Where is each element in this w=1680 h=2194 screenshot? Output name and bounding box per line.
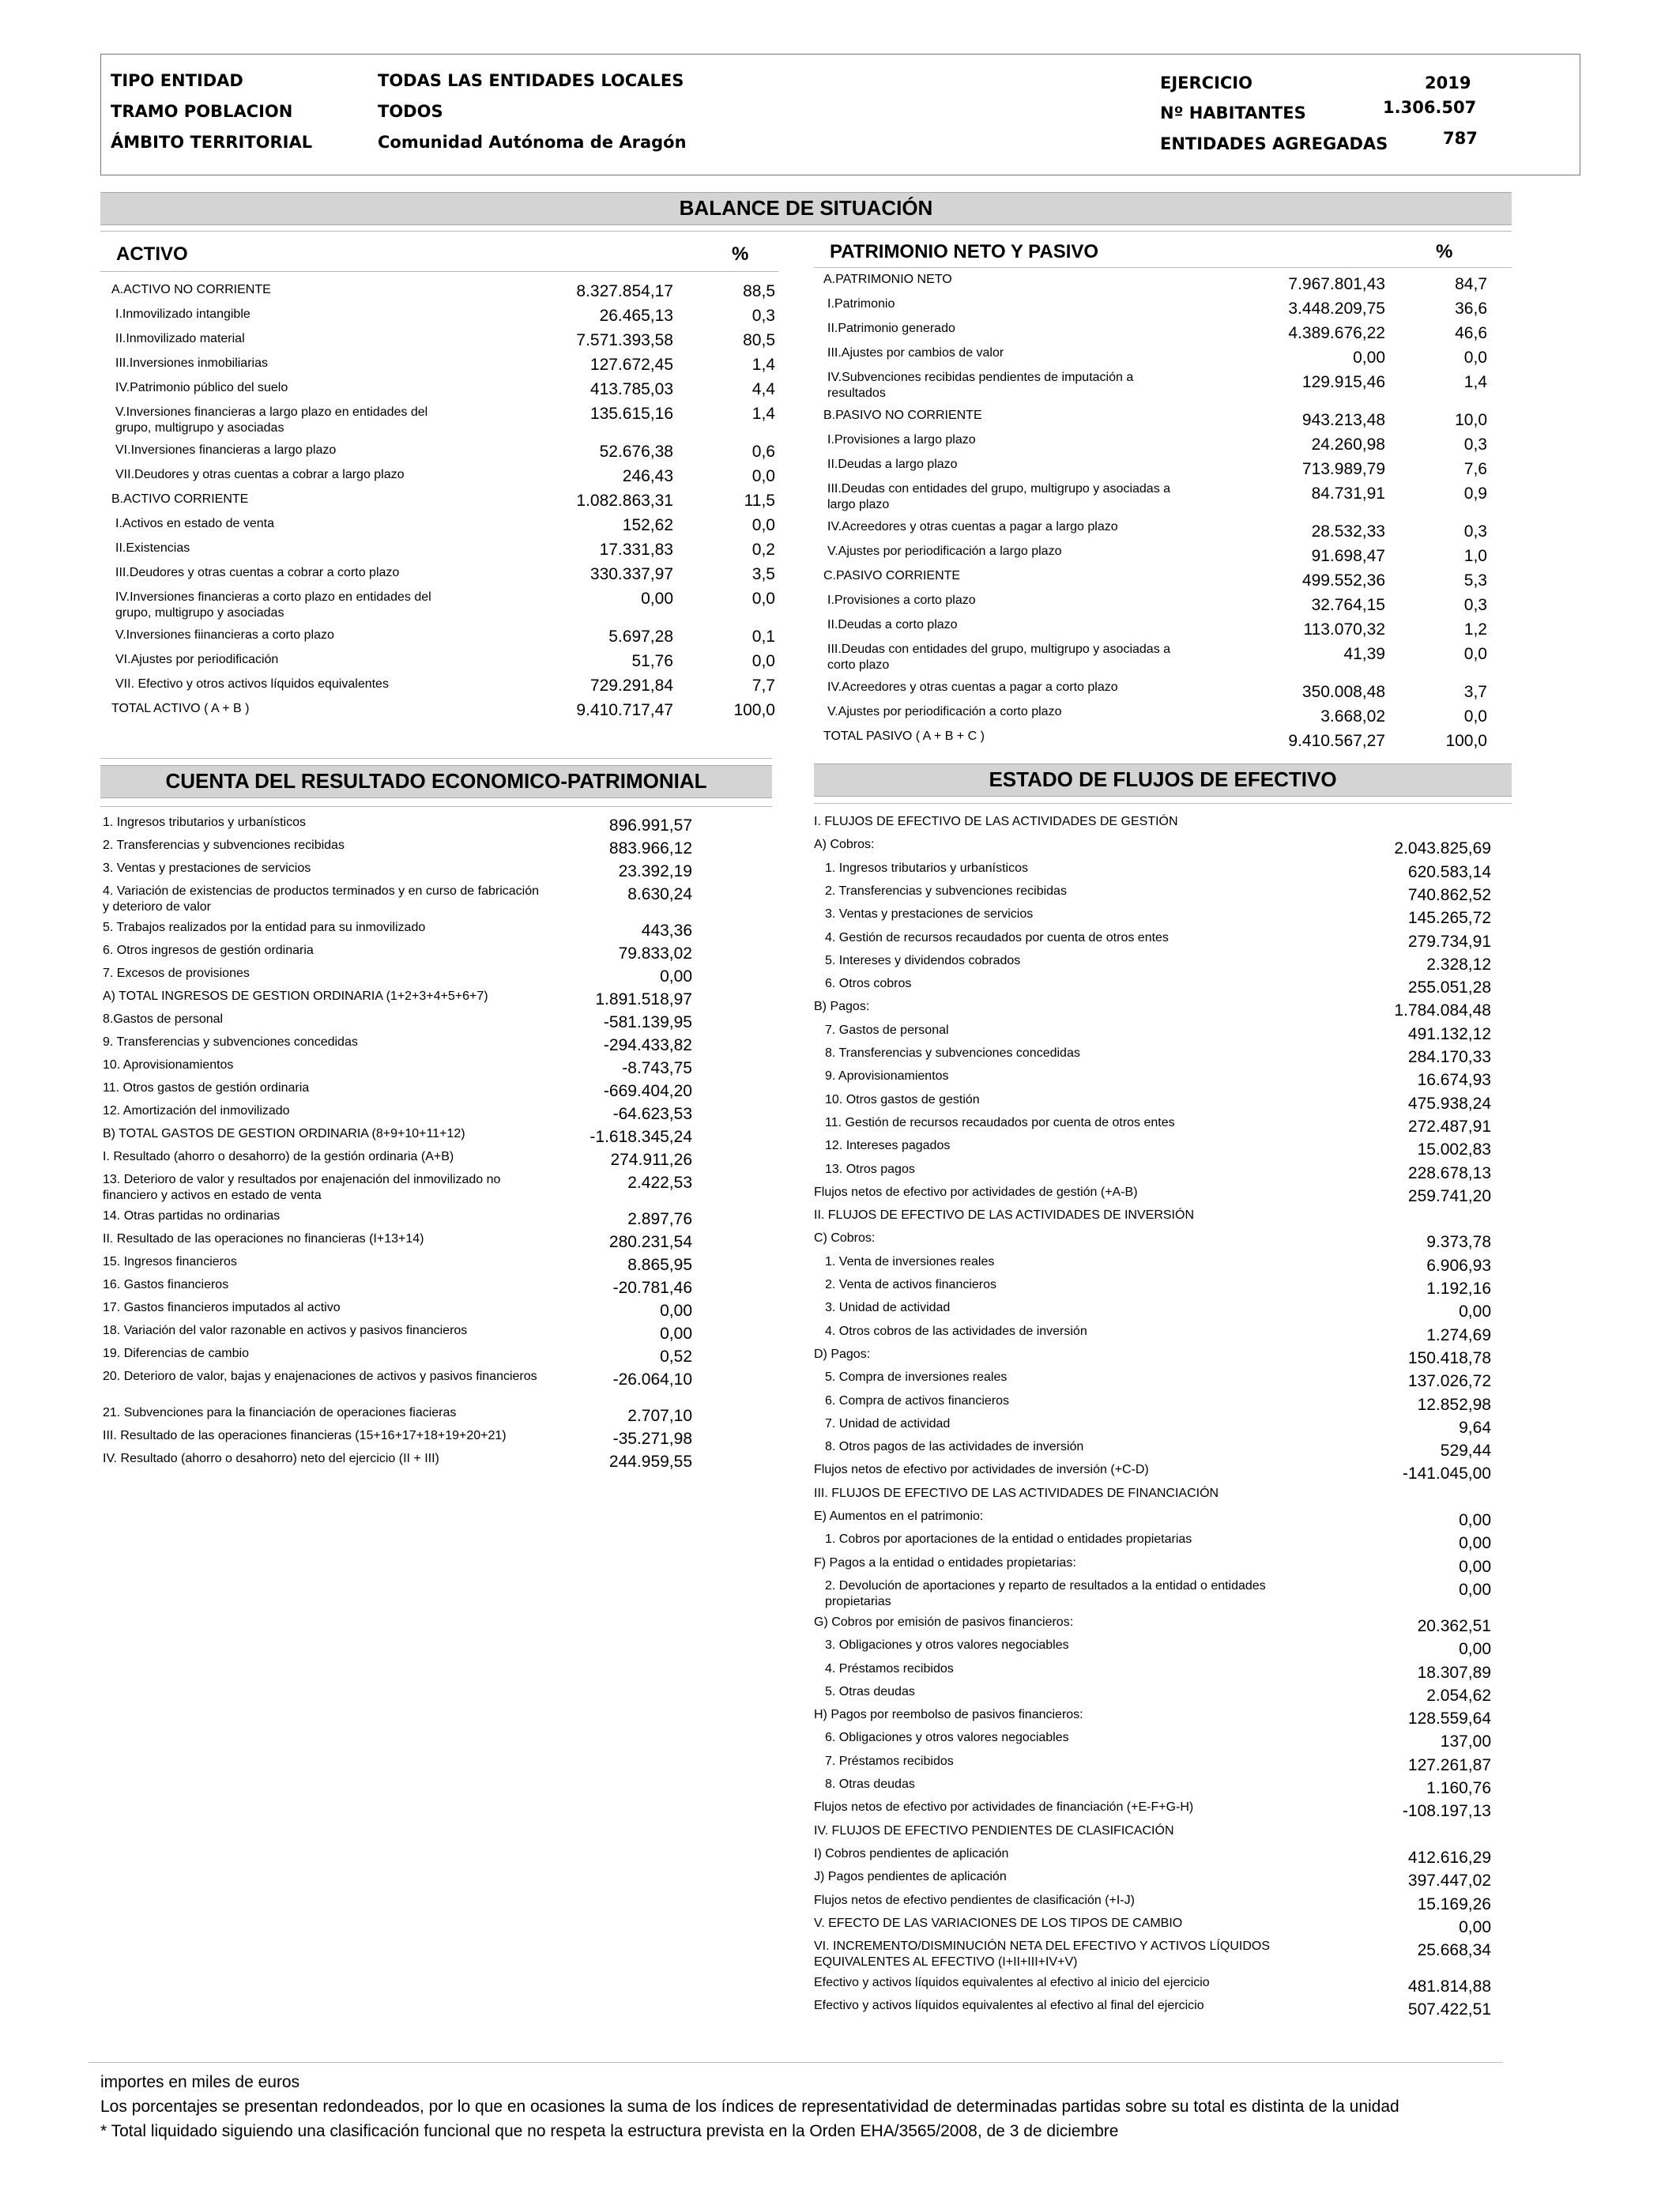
cuenta-row-value: -1.618.345,24 [590, 1128, 692, 1146]
pasivo-row-pct: 0,0 [1463, 645, 1487, 663]
flujos-row-label: 3. Ventas y prestaciones de servicios [825, 907, 1034, 922]
activo-row-pct: 0,0 [751, 590, 775, 608]
flujos-row-value: 0,00 [1459, 1917, 1491, 1936]
cuenta-row-value: -581.139,95 [603, 1013, 692, 1031]
cuenta-row-label: B) TOTAL GASTOS DE GESTION ORDINARIA (8+9+10+11+12) [103, 1127, 465, 1140]
activo-row-pct: 80,5 [743, 331, 775, 349]
activo-row-value: 0,00 [641, 590, 673, 608]
flujos-row-label: 11. Gestión de recursos recaudados por cuenta de otros entes [825, 1115, 1175, 1129]
cuenta-row-label: II. Resultado de las operaciones no financieras (I+13+14) [103, 1232, 424, 1246]
activo-row-value: 9.410.717,47 [576, 701, 673, 719]
flujos-row-label: Flujos netos de efectivo por actividades de gestión (+A-B) [814, 1185, 1138, 1199]
flujos-row-value: 0,00 [1459, 1640, 1491, 1659]
flujos-row-label: E) Aumentos en el patrimonio: [814, 1510, 984, 1523]
pasivo-row-pct: 1,2 [1463, 620, 1487, 639]
ejercicio-label: EJERCICIO [1160, 74, 1252, 92]
cuenta-row-label: 14. Otras partidas no ordinarias [103, 1209, 281, 1223]
pasivo-row-value: 32.764,15 [1311, 596, 1385, 614]
flujos-row-label: 7. Préstamos recibidos [825, 1754, 954, 1768]
flujos-row-label: III. FLUJOS DE EFECTIVO DE LAS ACTIVIDADES DE FINANCIACIÓN [814, 1486, 1219, 1500]
activo-row-label: V.Inversiones financieras a largo plazo en entidades del grupo, multigrupo y asociadas [115, 405, 428, 435]
entidades-agregadas-label: ENTIDADES AGREGADAS [1160, 134, 1388, 153]
pasivo-row-label: II.Patrimonio generado [827, 322, 955, 335]
pasivo-row-pct: 0,9 [1463, 484, 1487, 503]
cuenta-row-label: 6. Otros ingresos de gestión ordinaria [103, 944, 314, 957]
entidades-agregadas-value: 787 [1443, 129, 1478, 148]
balance-divider [100, 231, 1512, 232]
ambito-territorial-label: ÁMBITO TERRITORIAL [111, 133, 313, 152]
activo-row-value: 135.615,16 [590, 405, 673, 423]
cuenta-top-divider [100, 758, 772, 759]
flujos-row-value: 255.051,28 [1407, 978, 1491, 997]
cuenta-row-value: -26.064,10 [612, 1370, 692, 1389]
activo-row-pct: 0,0 [751, 467, 775, 485]
activo-row-pct: 0,2 [751, 541, 775, 559]
pasivo-row-label: IV.Acreedores y otras cuentas a pagar a corto plazo [827, 680, 1118, 694]
activo-row-label: TOTAL ACTIVO ( A + B ) [111, 702, 250, 715]
activo-row-pct: 0,0 [751, 516, 775, 534]
flujos-row-value: 0,00 [1459, 1580, 1491, 1599]
flujos-row-label: 6. Compra de activos financieros [825, 1393, 1009, 1408]
flujos-row-label: 10. Otros gastos de gestión [825, 1092, 980, 1106]
cuenta-row-value: 0,00 [660, 967, 692, 986]
flujos-row-value: 137,00 [1440, 1732, 1491, 1751]
activo-row-label: II.Existencias [115, 541, 190, 555]
flujos-row-label: 9. Aprovisionamientos [825, 1069, 949, 1084]
flujos-row-value: -141.045,00 [1402, 1465, 1491, 1483]
pasivo-row-value: 129.915,46 [1301, 373, 1385, 391]
cuenta-row-label: 17. Gastos financieros imputados al activo [103, 1301, 341, 1314]
flujos-row-value: 272.487,91 [1407, 1117, 1491, 1136]
cuenta-row-value: 443,36 [641, 922, 692, 940]
pasivo-row-label: III.Ajustes por cambios de valor [827, 346, 1004, 360]
flujos-row-value: 137.026,72 [1407, 1372, 1491, 1391]
activo-row-label: I.Activos en estado de venta [115, 517, 275, 530]
cuenta-row-value: 8.865,95 [627, 1256, 692, 1274]
activo-header: ACTIVO [116, 243, 188, 265]
flujos-row-value: 740.862,52 [1407, 885, 1491, 904]
flujos-row-value: 2.043.825,69 [1394, 839, 1491, 858]
pasivo-row-pct: 46,6 [1455, 324, 1487, 342]
pasivo-row-label: II.Deudas a largo plazo [827, 458, 958, 471]
activo-row-value: 1.082.863,31 [576, 492, 673, 510]
balance-title: BALANCE DE SITUACIÓN [100, 192, 1512, 225]
activo-row-label: IV.Inversiones financieras a corto plazo en entidades del grupo, multigrupo y asociadas [115, 590, 431, 620]
flujos-row-value: 0,00 [1459, 1557, 1491, 1576]
flujos-row-value: 9.373,78 [1426, 1233, 1491, 1252]
activo-row-value: 8.327.854,17 [576, 282, 673, 300]
cuenta-row-value: 896.991,57 [608, 816, 692, 835]
cuenta-row-label: 19. Diferencias de cambio [103, 1347, 249, 1360]
pasivo-row-label: I.Patrimonio [827, 297, 895, 311]
footer-functional-note: * Total liquidado siguiendo una clasificación funcional que no respeta la estructura prevista en la Orden EHA/3565/2008, de 3 de diciembre [100, 2122, 1119, 2140]
habitantes-value: 1.306.507 [1383, 98, 1477, 117]
activo-row-label: V.Inversiones fiinancieras a corto plazo [115, 628, 334, 642]
pasivo-row-pct: 1,4 [1463, 373, 1487, 391]
activo-row-value: 51,76 [631, 652, 673, 670]
flujos-row-label: 5. Compra de inversiones reales [825, 1370, 1008, 1385]
cuenta-row-label: 2. Transferencias y subvenciones recibidas [103, 839, 345, 852]
activo-row-pct: 88,5 [743, 282, 775, 300]
flujos-row-value: 412.616,29 [1407, 1848, 1491, 1867]
flujos-row-value: 481.814,88 [1407, 1977, 1491, 1996]
flujos-divider [814, 803, 1512, 804]
cuenta-row-value: -35.271,98 [612, 1430, 692, 1448]
pasivo-row-value: 24.260,98 [1311, 435, 1385, 454]
tipo-entidad-label: TIPO ENTIDAD [111, 71, 243, 90]
tramo-poblacion-label: TRAMO POBLACION [111, 102, 293, 121]
flujos-row-label: V. EFECTO DE LAS VARIACIONES DE LOS TIPOS DE CAMBIO [814, 1916, 1183, 1930]
cuenta-row-label: 4. Variación de existencias de productos terminados y en curso de fabricación y deterioro de valor [103, 884, 540, 914]
flujos-row-value: 2.328,12 [1426, 955, 1491, 974]
flujos-row-value: 15.169,26 [1417, 1894, 1491, 1913]
flujos-row-value: 507.422,51 [1407, 2000, 1491, 2019]
flujos-row-label: 8. Transferencias y subvenciones concedidas [825, 1046, 1080, 1060]
flujos-row-value: 12.852,98 [1417, 1395, 1491, 1414]
cuenta-row-label: 15. Ingresos financieros [103, 1255, 237, 1269]
flujos-row-value: 279.734,91 [1407, 932, 1491, 951]
flujos-row-label: 1. Ingresos tributarios y urbanísticos [825, 861, 1029, 875]
pasivo-row-value: 84.731,91 [1311, 484, 1385, 503]
pasivo-row-pct: 0,3 [1463, 435, 1487, 454]
flujos-row-label: 8. Otras deudas [825, 1777, 915, 1791]
activo-row-label: IV.Patrimonio público del suelo [115, 381, 288, 394]
pasivo-row-value: 499.552,36 [1301, 571, 1385, 590]
flujos-row-label: II. FLUJOS DE EFECTIVO DE LAS ACTIVIDADES DE INVERSIÓN [814, 1208, 1194, 1223]
cuenta-row-label: 18. Variación del valor razonable en activos y pasivos financieros [103, 1324, 468, 1337]
flujos-row-label: Efectivo y activos líquidos equivalentes al efectivo al final del ejercicio [814, 1999, 1204, 2013]
flujos-row-label: 13. Otros pagos [825, 1162, 915, 1176]
cuenta-row-label: 21. Subvenciones para la financiación de operaciones fiacieras [103, 1406, 457, 1419]
footer-units-note: importes en miles de euros [100, 2073, 300, 2091]
flujos-row-label: B) Pagos: [814, 1000, 870, 1014]
pasivo-row-value: 9.410.567,27 [1288, 732, 1385, 750]
flujos-row-value: 0,00 [1459, 1302, 1491, 1321]
cuenta-row-label: III. Resultado de las operaciones financieras (15+16+17+18+19+20+21) [103, 1429, 507, 1442]
activo-row-label: VI.Ajustes por periodificación [115, 653, 279, 666]
cuenta-divider [100, 806, 772, 807]
pasivo-row-label: I.Provisiones a largo plazo [827, 433, 976, 447]
pasivo-row-value: 41,39 [1343, 645, 1385, 663]
flujos-row-label: Flujos netos de efectivo pendientes de clasificación (+I-J) [814, 1893, 1135, 1907]
flujos-row-label: Flujos netos de efectivo por actividades de financiación (+E-F+G-H) [814, 1800, 1194, 1815]
activo-row-value: 152,62 [622, 516, 673, 534]
pasivo-row-value: 91.698,47 [1311, 547, 1385, 565]
cuenta-row-value: 2.707,10 [627, 1407, 692, 1425]
cuenta-row-value: 8.630,24 [627, 885, 692, 903]
flujos-row-label: 2. Devolución de aportaciones y reparto de resultados a la entidad o entidades propietarias [825, 1578, 1266, 1608]
ambito-territorial-value: Comunidad Autónoma de Aragón [378, 133, 687, 152]
flujos-row-value: 127.261,87 [1407, 1755, 1491, 1774]
flujos-row-value: 1.192,16 [1426, 1280, 1491, 1298]
pasivo-row-value: 3.448.209,75 [1288, 300, 1385, 318]
cuenta-row-label: 13. Deterioro de valor y resultados por enajenación del inmovilizado no financiero y activos en estado de venta [103, 1173, 501, 1202]
pasivo-row-label: III.Deudas con entidades del grupo, multigrupo y asociadas a largo plazo [827, 482, 1171, 511]
cuenta-row-value: 0,00 [660, 1302, 692, 1320]
cuenta-row-label: 8.Gastos de personal [103, 1012, 224, 1026]
cuenta-row-value: -669.404,20 [603, 1082, 692, 1100]
flujos-row-value: 128.559,64 [1407, 1710, 1491, 1728]
activo-row-value: 7.571.393,58 [576, 331, 673, 349]
pasivo-row-pct: 0,0 [1463, 707, 1487, 726]
pasivo-row-pct: 7,6 [1463, 460, 1487, 478]
pasivo-row-pct: 3,7 [1463, 683, 1487, 701]
flujos-row-label: H) Pagos por reembolso de pasivos financieros: [814, 1708, 1083, 1722]
cuenta-row-value: 2.422,53 [627, 1174, 692, 1192]
flujos-row-value: -108.197,13 [1402, 1802, 1491, 1821]
flujos-row-label: D) Pagos: [814, 1347, 871, 1361]
flujos-row-value: 18.307,89 [1417, 1663, 1491, 1682]
flujos-row-value: 20.362,51 [1417, 1616, 1491, 1635]
pasivo-row-pct: 0,3 [1463, 596, 1487, 614]
flujos-row-label: I) Cobros pendientes de aplicación [814, 1846, 1009, 1860]
flujos-row-label: IV. FLUJOS DE EFECTIVO PENDIENTES DE CLASIFICACIÓN [814, 1823, 1174, 1838]
ejercicio-value: 2019 [1425, 74, 1471, 92]
flujos-row-label: 5. Intereses y dividendos cobrados [825, 953, 1021, 967]
pasivo-row-label: B.PASIVO NO CORRIENTE [823, 409, 982, 422]
flujos-row-label: 5. Otras deudas [825, 1684, 915, 1698]
activo-row-pct: 7,7 [751, 677, 775, 695]
pasivo-row-label: TOTAL PASIVO ( A + B + C ) [823, 729, 985, 743]
flujos-row-value: 529,44 [1440, 1442, 1491, 1461]
flujos-row-value: 284.170,33 [1407, 1048, 1491, 1066]
cuenta-row-label: A) TOTAL INGRESOS DE GESTION ORDINARIA (1+2+3+4+5+6+7) [103, 990, 488, 1003]
flujos-row-label: 2. Transferencias y subvenciones recibidas [825, 884, 1067, 898]
cuenta-row-value: 2.897,76 [627, 1210, 692, 1228]
pasivo-row-value: 7.967.801,43 [1288, 275, 1385, 293]
pasivo-header-divider [814, 267, 1512, 268]
pasivo-row-value: 28.532,33 [1311, 522, 1385, 541]
cuenta-row-label: 9. Transferencias y subvenciones concedidas [103, 1035, 358, 1049]
activo-row-pct: 11,5 [744, 492, 775, 510]
tipo-entidad-value: TODAS LAS ENTIDADES LOCALES [378, 71, 684, 90]
pasivo-row-pct: 0,0 [1463, 349, 1487, 367]
flujos-row-value: 2.054,62 [1426, 1686, 1491, 1705]
flujos-row-label: 6. Obligaciones y otros valores negociables [825, 1731, 1069, 1745]
activo-row-value: 246,43 [622, 467, 673, 485]
flujos-row-value: 25.668,34 [1417, 1941, 1491, 1960]
flujos-row-value: 1.784.084,48 [1394, 1001, 1491, 1020]
flujos-row-label: 3. Obligaciones y otros valores negociables [825, 1638, 1069, 1653]
cuenta-row-label: I. Resultado (ahorro o desahorro) de la gestión ordinaria (A+B) [103, 1150, 454, 1163]
flujos-row-label: I. FLUJOS DE EFECTIVO DE LAS ACTIVIDADES DE GESTIÓN [814, 815, 1178, 828]
pasivo-row-pct: 0,3 [1463, 522, 1487, 541]
activo-row-pct: 0,0 [751, 652, 775, 670]
activo-row-label: B.ACTIVO CORRIENTE [111, 492, 249, 506]
activo-row-pct: 1,4 [751, 356, 775, 374]
pasivo-row-label: V.Ajustes por periodificación a corto plazo [827, 705, 1062, 718]
flujos-row-label: J) Pagos pendientes de aplicación [814, 1870, 1007, 1884]
flujos-row-label: Efectivo y activos líquidos equivalentes al efectivo al inicio del ejercicio [814, 1976, 1210, 1990]
flujos-row-label: G) Cobros por emisión de pasivos financieros: [814, 1615, 1074, 1629]
cuenta-row-value: 274.911,26 [610, 1151, 692, 1169]
activo-pct-header: % [732, 243, 749, 265]
flujos-row-value: 145.265,72 [1407, 909, 1491, 928]
pasivo-row-label: I.Provisiones a corto plazo [827, 594, 976, 607]
activo-row-label: VII. Efectivo y otros activos líquidos equivalentes [115, 677, 389, 691]
cuenta-row-value: -20.781,46 [612, 1279, 692, 1297]
cuenta-row-value: 0,00 [660, 1325, 692, 1343]
cuenta-row-value: -8.743,75 [622, 1059, 692, 1077]
activo-row-label: I.Inmovilizado intangible [115, 307, 250, 321]
flujos-row-value: 1.160,76 [1426, 1779, 1491, 1797]
activo-row-pct: 0,6 [751, 443, 775, 461]
cuenta-row-label: 10. Aprovisionamientos [103, 1058, 234, 1072]
activo-row-value: 330.337,97 [590, 565, 673, 583]
flujos-row-label: 4. Préstamos recibidos [825, 1661, 954, 1676]
cuenta-row-label: 1. Ingresos tributarios y urbanísticos [103, 816, 307, 829]
pasivo-row-pct: 100,0 [1445, 732, 1487, 750]
activo-row-value: 413.785,03 [590, 380, 673, 398]
pasivo-row-pct: 36,6 [1455, 300, 1487, 318]
cuenta-row-value: 23.392,19 [618, 862, 692, 880]
habitantes-label: Nº HABITANTES [1160, 104, 1306, 123]
flujos-row-value: 0,00 [1459, 1534, 1491, 1553]
pasivo-row-value: 350.008,48 [1301, 683, 1385, 701]
flujos-row-value: 15.002,83 [1417, 1140, 1491, 1159]
activo-row-value: 17.331,83 [599, 541, 673, 559]
flujos-row-value: 16.674,93 [1417, 1071, 1491, 1090]
cuenta-row-label: 16. Gastos financieros [103, 1278, 229, 1291]
flujos-row-value: 475.938,24 [1407, 1094, 1491, 1113]
pasivo-row-value: 713.989,79 [1301, 460, 1385, 478]
activo-row-pct: 3,5 [751, 565, 775, 583]
pasivo-row-pct: 5,3 [1463, 571, 1487, 590]
tramo-poblacion-value: TODOS [378, 102, 443, 121]
activo-row-pct: 1,4 [751, 405, 775, 423]
flujos-row-label: 4. Gestión de recursos recaudados por cuenta de otros entes [825, 930, 1169, 944]
flujos-row-label: 2. Venta de activos financieros [825, 1278, 997, 1291]
flujos-row-value: 259.741,20 [1407, 1186, 1491, 1205]
pasivo-row-label: IV.Subvenciones recibidas pendientes de imputación a resultados [827, 371, 1134, 400]
pasivo-row-pct: 84,7 [1455, 275, 1487, 293]
activo-row-pct: 4,4 [751, 380, 775, 398]
cuenta-row-value: 1.891.518,97 [595, 990, 692, 1008]
flujos-row-label: 1. Venta de inversiones reales [825, 1254, 995, 1269]
flujos-row-label: 4. Otros cobros de las actividades de inversión [825, 1324, 1087, 1338]
activo-row-pct: 100,0 [733, 701, 775, 719]
cuenta-row-label: 20. Deterioro de valor, bajas y enajenaciones de activos y pasivos financieros [103, 1370, 537, 1383]
flujos-row-label: 12. Intereses pagados [825, 1139, 951, 1153]
activo-row-label: A.ACTIVO NO CORRIENTE [111, 283, 271, 296]
flujos-row-label: Flujos netos de efectivo por actividades de inversión (+C-D) [814, 1463, 1149, 1477]
cuenta-row-value: 280.231,54 [608, 1233, 692, 1251]
pasivo-row-pct: 1,0 [1463, 547, 1487, 565]
activo-row-value: 5.697,28 [608, 628, 673, 646]
pasivo-row-label: V.Ajustes por periodificación a largo plazo [827, 545, 1062, 558]
activo-row-value: 26.465,13 [599, 307, 673, 325]
footer-divider [89, 2062, 1503, 2063]
pasivo-row-value: 3.668,02 [1320, 707, 1385, 726]
pasivo-row-label: C.PASIVO CORRIENTE [823, 569, 961, 582]
pasivo-row-label: II.Deudas a corto plazo [827, 618, 958, 631]
cuenta-row-value: -64.623,53 [612, 1105, 692, 1123]
flujos-row-value: 620.583,14 [1407, 862, 1491, 881]
activo-row-value: 52.676,38 [599, 443, 673, 461]
flujos-row-value: 0,00 [1459, 1511, 1491, 1529]
pasivo-row-value: 113.070,32 [1303, 620, 1385, 639]
flujos-row-label: 1. Cobros por aportaciones de la entidad o entidades propietarias [825, 1532, 1192, 1547]
activo-row-pct: 0,1 [751, 628, 775, 646]
flujos-row-label: 8. Otros pagos de las actividades de inversión [825, 1440, 1084, 1454]
cuenta-row-label: 12. Amortización del inmovilizado [103, 1104, 290, 1118]
header-box [100, 54, 1580, 175]
flujos-row-label: C) Cobros: [814, 1231, 876, 1246]
cuenta-row-label: 7. Excesos de provisiones [103, 967, 250, 980]
cuenta-row-value: 0,52 [660, 1348, 692, 1366]
cuenta-row-label: 5. Trabajos realizados por la entidad para su inmovilizado [103, 921, 426, 934]
activo-row-label: VI.Inversiones financieras a largo plazo [115, 443, 337, 457]
flujos-row-label: 3. Unidad de actividad [825, 1301, 951, 1315]
activo-row-label: VII.Deudores y otras cuentas a cobrar a largo plazo [115, 468, 405, 481]
footer-rounding-note: Los porcentajes se presentan redondeados, por lo que en ocasiones la suma de los índices de representatividad de determinadas partidas sobre su total es distinta de la unidad [100, 2098, 1399, 2116]
cuenta-row-label: 11. Otros gastos de gestión ordinaria [103, 1081, 310, 1095]
cuenta-title: CUENTA DEL RESULTADO ECONOMICO-PATRIMONIAL [100, 765, 772, 798]
pasivo-row-value: 0,00 [1353, 349, 1385, 367]
pasivo-header: PATRIMONIO NETO Y PASIVO [830, 241, 1099, 262]
flujos-row-value: 228.678,13 [1407, 1163, 1491, 1182]
pasivo-row-label: IV.Acreedores y otras cuentas a pagar a largo plazo [827, 520, 1118, 533]
flujos-row-label: A) Cobros: [814, 838, 875, 852]
flujos-row-label: 7. Gastos de personal [825, 1023, 949, 1037]
flujos-row-value: 491.132,12 [1407, 1024, 1491, 1043]
cuenta-row-value: -294.433,82 [603, 1036, 692, 1054]
cuenta-row-value: 79.833,02 [618, 944, 692, 963]
cuenta-row-label: 3. Ventas y prestaciones de servicios [103, 861, 311, 875]
flujos-row-value: 1.274,69 [1426, 1325, 1491, 1344]
cuenta-row-label: IV. Resultado (ahorro o desahorro) neto del ejercicio (II + III) [103, 1452, 439, 1465]
pasivo-row-value: 943.213,48 [1301, 411, 1385, 429]
flujos-row-label: F) Pagos a la entidad o entidades propietarias: [814, 1555, 1076, 1570]
activo-row-value: 729.291,84 [590, 677, 673, 695]
activo-row-value: 127.672,45 [590, 356, 673, 374]
cuenta-row-value: 244.959,55 [608, 1453, 692, 1471]
pasivo-row-label: III.Deudas con entidades del grupo, multigrupo y asociadas a corto plazo [827, 643, 1171, 672]
activo-row-label: III.Deudores y otras cuentas a cobrar a corto plazo [115, 566, 400, 579]
pasivo-row-label: A.PATRIMONIO NETO [823, 273, 952, 286]
flujos-row-label: 6. Otros cobros [825, 977, 912, 991]
cuenta-row-value: 883.966,12 [608, 839, 692, 858]
flujos-row-value: 6.906,93 [1426, 1256, 1491, 1275]
activo-row-label: III.Inversiones inmobiliarias [115, 356, 268, 370]
flujos-row-value: 9,64 [1459, 1418, 1491, 1437]
flujos-row-value: 397.447,02 [1407, 1872, 1491, 1891]
pasivo-pct-header: % [1436, 241, 1453, 262]
flujos-title: ESTADO DE FLUJOS DE EFECTIVO [814, 763, 1512, 797]
activo-header-divider [100, 271, 778, 272]
flujos-row-label: VI. INCREMENTO/DISMINUCIÓN NETA DEL EFECTIVO Y ACTIVOS LÍQUIDOS EQUIVALENTES AL EFECTIVO (I+II+III+IV+V) [814, 1940, 1270, 1970]
flujos-row-value: 150.418,78 [1407, 1348, 1491, 1367]
pasivo-row-pct: 10,0 [1455, 411, 1487, 429]
pasivo-row-value: 4.389.676,22 [1288, 324, 1385, 342]
activo-row-label: II.Inmovilizado material [115, 332, 245, 345]
flujos-row-label: 7. Unidad de actividad [825, 1416, 951, 1431]
activo-row-pct: 0,3 [751, 307, 775, 325]
